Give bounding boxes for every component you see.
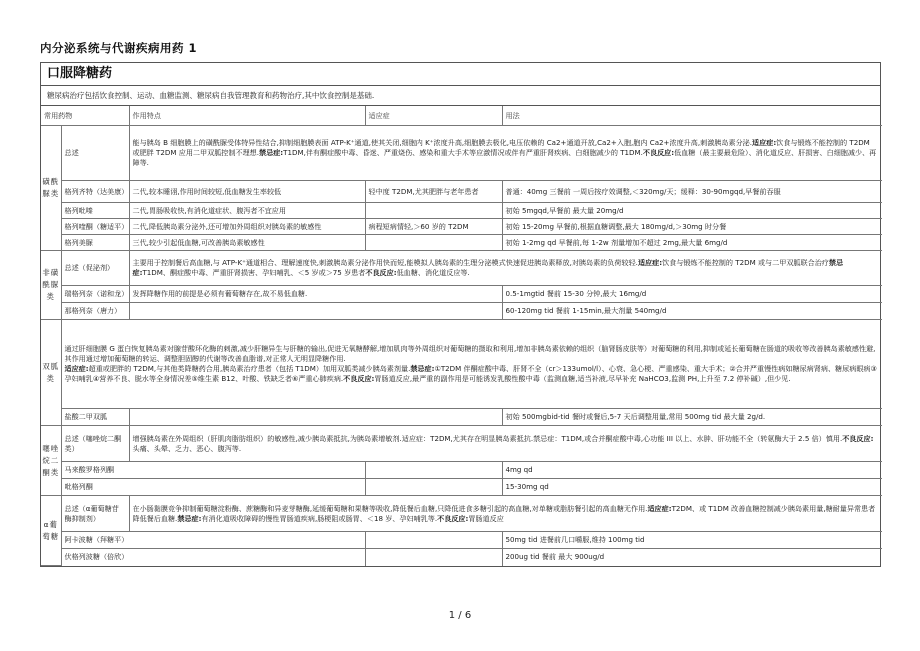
table-row bbox=[41, 219, 882, 235]
drug-usage: 200ug tid 餐前 最大 900ug/d bbox=[502, 549, 882, 566]
drug-feature: 三代,较少引起低血糖,可改善胰岛素敏感性 bbox=[129, 235, 365, 251]
drug-indication bbox=[365, 479, 502, 496]
drug-usage: 50mg tid 进餐前几口嚼服,维持 100mg tid bbox=[502, 532, 882, 549]
drug-indication bbox=[365, 462, 502, 479]
drug-indication bbox=[365, 549, 502, 566]
table-row bbox=[41, 496, 882, 532]
drug-usage: 4mg qd bbox=[502, 462, 882, 479]
overview-text: 主要用于控制餐后高血糖,与 ATP-K⁺通道相合、理解速度快,刺激胰岛素分泌作用快而短,能模拟人胰岛素的生理分泌模式快速促进胰岛素释放,对胰岛素的负荷较轻.适应症:饮食与锻炼不能控制的 T2DM 或与二甲双胍联合治疗禁忌症:T1DM、酮症酸中毒、严重肝肾损害、孕妇哺乳、＜5 岁或＞75 岁患者不良反应:低血糖、消化道反应等. bbox=[129, 251, 882, 286]
table-row bbox=[41, 251, 882, 286]
header-feature: 作用特点 bbox=[129, 106, 365, 126]
table-header-row bbox=[41, 106, 882, 126]
drug-name: 马来酸罗格列酮 bbox=[61, 462, 365, 479]
drug-name: 格列美脲 bbox=[61, 235, 129, 251]
drug-name: 总述（α葡萄糖苷酶抑制剂） bbox=[61, 496, 129, 532]
table-row bbox=[41, 181, 882, 203]
header-indication: 适应症 bbox=[365, 106, 502, 126]
header-drug: 常用药物 bbox=[41, 106, 129, 126]
drug-indication bbox=[365, 532, 502, 549]
group-label-sulfonylurea: 磺酰脲类 bbox=[41, 126, 61, 251]
group-label-agi: α葡萄糖 bbox=[41, 496, 61, 566]
drug-usage: 普通：40mg 三餐前 一周后按疗效调整,＜320mg/天；缓释：30-90mgqd,早餐前吞服 bbox=[502, 181, 882, 203]
drug-name: 吡格列酮 bbox=[61, 479, 365, 496]
table-row bbox=[41, 532, 882, 549]
drug-usage: 15-30mg qd bbox=[502, 479, 882, 496]
drug-table-frame bbox=[40, 62, 881, 567]
drug-name: 伏格列波糖（倍欣） bbox=[61, 549, 365, 566]
overview-text: 在小肠黏膜竞争抑制葡萄糖淀粉酶、蔗糖酶和异麦芽糖酶,延缓葡萄糖和果糖等吸收,降低餐后血糖,只降低进食多糖引起的高血糖,对单糖或脂肪餐引起的高血糖无作用.适应症:T2DM、或 T1DM 改善血糖控制减少胰岛素用量,糖耐量异常患者降低餐后血糖.禁忌症:有消化道吸收障碍的慢性胃肠道疾病,肠梗阻或肠胃、＜18 岁、孕妇哺乳等.不良反应:胃肠道反应 bbox=[129, 496, 882, 532]
page-number: 1 / 6 bbox=[448, 610, 472, 621]
section-title: 口服降糖药 bbox=[41, 63, 880, 86]
table-row bbox=[41, 426, 882, 462]
drug-feature: 发挥降糖作用的前提是必须有葡萄糖存在,故不易低血糖. bbox=[129, 286, 502, 303]
drug-name: 格列吡嗪 bbox=[61, 203, 129, 219]
drug-name: 盐酸二甲双胍 bbox=[61, 409, 129, 426]
drug-usage: 初始 1-2mg qd 早餐前,每 1-2w 剂量增加不超过 2mg,最大量 6mg/d bbox=[502, 235, 882, 251]
drug-usage: 初始 5mgqd,早餐前 最大量 20mg/d bbox=[502, 203, 882, 219]
table-row bbox=[41, 549, 882, 566]
drug-name: 格列喹酮（糖适平） bbox=[61, 219, 129, 235]
drug-usage: 初始 500mgbid-tid 餐时或餐后,5-7 天后调整用量,常用 500mg tid 最大量 2g/d. bbox=[502, 409, 882, 426]
overview-text: 能与胰岛 B 细胞膜上的磺酰脲受体特异性结合,抑制细胞膜表面 ATP-K⁺通道,使其关闭,细胞内 K⁺浓度升高,细胞膜去极化,电压依赖的 Ca2+通道开放,Ca2+入胞,胞内 Ca2+浓度升高,刺激胰岛素分泌.适应症:饮食与锻炼不能控制的 T2DM 或肥胖 T2DM 应用二甲双胍控制不理想.禁忌症:T1DM,伴有酮症酸中毒、昏迷、严重烧伤、感染和重大手术等应激情况或伴有严重肝肾疾病、白细胞减少的 T1DM.不良反应:低血糖（最主要最危险）、消化道反应、肝损害、白细胞减少、再障等. bbox=[129, 126, 882, 181]
drug-usage: 初始 15-20mg 早餐前,根据血糖调整,最大 180mg/d,＞30mg 时分餐 bbox=[502, 219, 882, 235]
drug-name: 阿卡波糖（拜糖平） bbox=[61, 532, 365, 549]
overview-text: 增强胰岛素在外周组织（肝肌肉脂肪组织）的敏感性,减少胰岛素抵抗,为胰岛素增敏剂.适应症：T2DM,尤其存在明显胰岛素抵抗.禁忌症：T1DM,或合并酮症酸中毒,心功能 III 以上、水肿、肝功能不全（转氨酶大于 2.5 倍）慎用.不良反应:头痛、头晕、乏力、恶心、腹泻等. bbox=[129, 426, 882, 462]
drug-feature bbox=[129, 409, 502, 426]
drug-feature bbox=[129, 303, 502, 320]
table-row bbox=[41, 462, 882, 479]
drug-indication: 病程短病情轻,＞60 岁的 T2DM bbox=[365, 219, 502, 235]
drug-feature: 二代,降低胰岛素分泌外,还可增加外周组织对胰岛素的敏感性 bbox=[129, 219, 365, 235]
drug-indication bbox=[365, 203, 502, 219]
drug-name: 格列齐特（达美康） bbox=[61, 181, 129, 203]
drug-name: 总述（促泌剂） bbox=[61, 251, 129, 286]
document-title: 内分泌系统与代谢疾病用药 1 bbox=[40, 41, 198, 55]
table-row bbox=[41, 203, 882, 219]
drug-indication bbox=[365, 235, 502, 251]
drug-indication: 轻中度 T2DM,尤其肥胖与老年患者 bbox=[365, 181, 502, 203]
table-row bbox=[41, 235, 882, 251]
overview-text: 通过肝细胞膜 G 蛋白恢复胰岛素对腺苷酸环化酶的刺激,减少肝糖异生与肝糖的输出,促进无氧糖酵解,增加肌肉等外周组织对葡萄糖的摄取和利用,增加非胰岛素依赖的组织（脑肾肠皮肤等）对葡萄糖的利用,抑制或延长葡萄糖在肠道的吸收等改善胰岛素敏感性避,其作用通过增加葡萄糖的转运、调整胆固醇的代谢等改善血脂谱,对正常人无明显降糖作用. 适应症:超重或肥胖的 T2DM,与其他类降糖药合用,胰岛素治疗患者（包括 T1DM）加用双胍类减少胰岛素剂量.禁忌症:①T2DM 伴酮症酸中毒、肝肾不全（cr＞133umol/l）、心衰、急心梗、严重感染、重大手术；②合并严重慢性病如糖尿病肾病、糖尿病眼病③孕妇哺乳④营养不良、脱水等全身情况差⑤维生素 B12、叶酸、铁缺乏者⑥严重心肺疾病.不良反应:胃肠道反应,最严重的副作用是可能诱发乳酸性酸中毒（监测血糖,适当补液,尽早补充 NaHCO3,监测 PH,上升至 7.2 停补碱）,但少见. bbox=[61, 320, 882, 409]
group-label-non-sulfonylurea: 非磺酰脲类 bbox=[41, 251, 61, 320]
header-usage: 用法 bbox=[502, 106, 882, 126]
drug-name: 瑞格列奈（诺和龙） bbox=[61, 286, 129, 303]
table-row bbox=[41, 320, 882, 409]
drug-usage: 0.5-1mgtid 餐前 15-30 分钟,最大 16mg/d bbox=[502, 286, 882, 303]
table-row bbox=[41, 286, 882, 303]
drug-table bbox=[41, 106, 882, 566]
drug-name: 那格列奈（唐力） bbox=[61, 303, 129, 320]
drug-name: 总述（噻唑烷二酮类） bbox=[61, 426, 129, 462]
table-row bbox=[41, 409, 882, 426]
intro-text: 糖尿病治疗包括饮食控制、运动、血糖监测、糖尿病自我管理教育和药物治疗,其中饮食控制是基础. bbox=[41, 86, 880, 106]
drug-feature: 二代,较本睡诩,作用时间较短,低血糖发生率较低 bbox=[129, 181, 365, 203]
table-row bbox=[41, 479, 882, 496]
table-row bbox=[41, 126, 882, 181]
table-row bbox=[41, 303, 882, 320]
group-label-biguanide: 双胍类 bbox=[41, 320, 61, 426]
drug-usage: 60-120mg tid 餐前 1-15min,最大剂量 540mg/d bbox=[502, 303, 882, 320]
drug-feature: 二代,胃肠吸收快,有消化道症状、腹泻者不宜应用 bbox=[129, 203, 365, 219]
drug-name: 总述 bbox=[61, 126, 129, 181]
group-label-tzd: 噻唑烷二酮类 bbox=[41, 426, 61, 496]
